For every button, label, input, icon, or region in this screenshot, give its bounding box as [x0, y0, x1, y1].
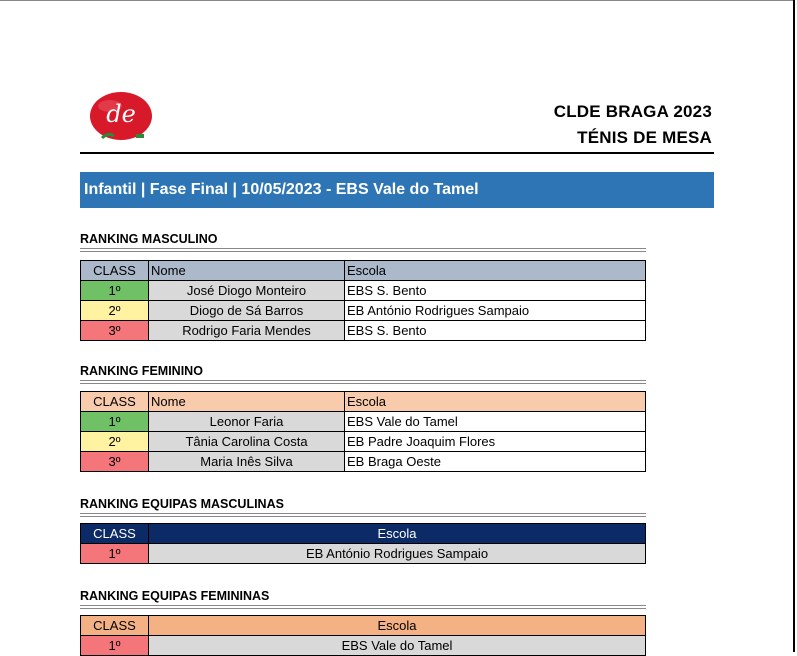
rank-cell: 2º: [81, 432, 149, 452]
school-cell: EB António Rodrigues Sampaio: [345, 301, 646, 321]
name-cell: José Diogo Monteiro: [149, 281, 345, 301]
col-header-escola: Escola: [149, 524, 646, 544]
rank-cell: 2º: [81, 301, 149, 321]
section-divider: [80, 605, 646, 609]
school-cell: EB Braga Oeste: [345, 452, 646, 472]
table-equipas-femininas: [80, 615, 646, 656]
table-row: [81, 412, 646, 432]
name-cell: Leonor Faria: [149, 412, 345, 432]
rank-cell: 1º: [81, 412, 149, 432]
table-header-row: [81, 524, 646, 544]
table-ranking-masculino: [80, 260, 646, 341]
rank-cell: 1º: [81, 636, 149, 656]
rank-cell: 3º: [81, 321, 149, 341]
section-divider: [80, 248, 646, 252]
name-cell: Rodrigo Faria Mendes: [149, 321, 345, 341]
section-title-masculino: RANKING MASCULINO: [80, 232, 218, 246]
table-row: [81, 452, 646, 472]
page-top-edge: [0, 0, 795, 1]
school-cell: EB António Rodrigues Sampaio: [149, 544, 646, 564]
table-header-row: [81, 261, 646, 281]
table-row: [81, 281, 646, 301]
table-row: [81, 301, 646, 321]
section-title-equipas-femininas: RANKING EQUIPAS FEMININAS: [80, 589, 270, 603]
school-cell: EBS Vale do Tamel: [345, 412, 646, 432]
school-cell: EBS S. Bento: [345, 321, 646, 341]
table-equipas-masculinas: [80, 523, 646, 564]
col-header-class: CLASS: [81, 616, 149, 636]
col-header-nome: Nome: [149, 261, 345, 281]
event-banner: Infantil | Fase Final | 10/05/2023 - EBS Vale do Tamel: [80, 172, 714, 208]
col-header-escola: Escola: [345, 261, 646, 281]
header-subtitle: TÉNIS DE MESA: [577, 128, 712, 147]
section-divider: [80, 513, 646, 517]
section-divider: [80, 380, 646, 384]
name-cell: Diogo de Sá Barros: [149, 301, 345, 321]
name-cell: Maria Inês Silva: [149, 452, 345, 472]
header-divider: [80, 152, 714, 154]
school-cell: EBS S. Bento: [345, 281, 646, 301]
name-cell: Tânia Carolina Costa: [149, 432, 345, 452]
school-cell: EBS Vale do Tamel: [149, 636, 646, 656]
section-title-feminino: RANKING FEMININO: [80, 364, 203, 378]
school-cell: EB Padre Joaquim Flores: [345, 432, 646, 452]
table-row: [81, 432, 646, 452]
col-header-class: CLASS: [81, 524, 149, 544]
clde-logo: [88, 90, 156, 142]
col-header-escola: Escola: [149, 616, 646, 636]
rank-cell: 1º: [81, 281, 149, 301]
rank-cell: 3º: [81, 452, 149, 472]
table-header-row: [81, 616, 646, 636]
col-header-nome: Nome: [149, 392, 345, 412]
table-row: [81, 544, 646, 564]
rank-cell: 1º: [81, 544, 149, 564]
table-row: [81, 321, 646, 341]
table-ranking-feminino: [80, 391, 646, 472]
col-header-class: CLASS: [81, 392, 149, 412]
logo-text: de: [106, 100, 136, 128]
section-title-equipas-masculinas: RANKING EQUIPAS MASCULINAS: [80, 497, 284, 511]
table-header-row: [81, 392, 646, 412]
col-header-class: CLASS: [81, 261, 149, 281]
header-title: CLDE BRAGA 2023: [553, 102, 712, 121]
page-right-edge: [793, 0, 795, 652]
table-row: [81, 636, 646, 656]
col-header-escola: Escola: [345, 392, 646, 412]
